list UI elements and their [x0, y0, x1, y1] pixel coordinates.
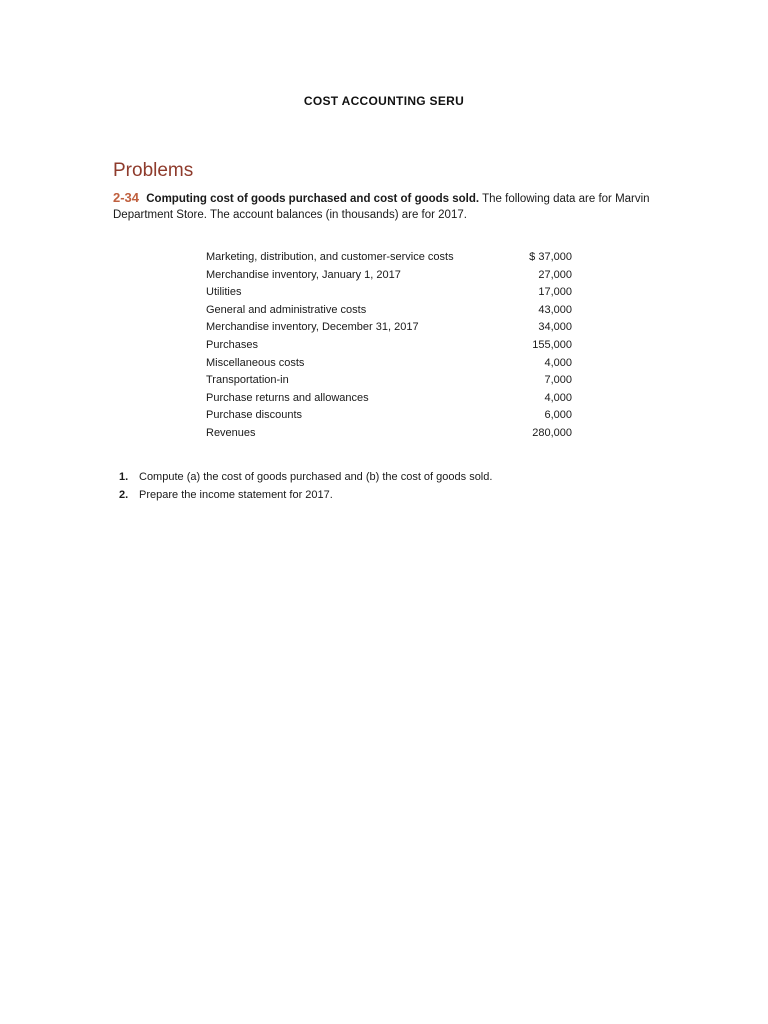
- balance-amount: 280,000: [532, 426, 572, 439]
- list-item: [119, 486, 492, 504]
- balance-label: General and administrative costs: [206, 303, 367, 316]
- balance-label: Marketing, distribution, and customer-service costs: [206, 251, 454, 263]
- table-row: [206, 390, 572, 408]
- table-row: [206, 425, 572, 443]
- balance-amount: 17,000: [538, 286, 572, 299]
- problem-title: Computing cost of goods purchased and cost of goods sold.: [146, 193, 480, 205]
- table-row: [206, 407, 572, 425]
- question-number: 1.: [119, 471, 129, 483]
- account-balances-table: [206, 249, 572, 443]
- document-title: COST ACCOUNTING SERU: [303, 94, 465, 108]
- table-row: [206, 284, 572, 302]
- table-row: [206, 249, 572, 267]
- section-heading: Problems: [113, 160, 194, 181]
- question-number: 2.: [119, 489, 129, 501]
- question-text: Compute (a) the cost of goods purchased and (b) the cost of goods sold.: [139, 471, 493, 483]
- balance-amount: $ 37,000: [529, 251, 572, 263]
- balance-label: Revenues: [206, 426, 256, 439]
- table-row: [206, 337, 572, 355]
- balance-label: Utilities: [206, 286, 242, 299]
- table-row: [206, 267, 572, 285]
- balance-label: Merchandise inventory, January 1, 2017: [206, 268, 401, 281]
- balance-label: Purchase discounts: [206, 409, 302, 422]
- balance-label: Transportation-in: [206, 374, 289, 387]
- balance-label: Purchase returns and allowances: [206, 391, 369, 404]
- balance-amount: 155,000: [532, 338, 572, 351]
- table-row: [206, 355, 572, 373]
- question-text: Prepare the income statement for 2017.: [139, 489, 333, 501]
- table-row: [206, 372, 572, 390]
- problem-number: 2-34: [113, 190, 140, 205]
- problem-intro: [113, 190, 673, 223]
- balance-amount: 6,000: [544, 409, 572, 422]
- balance-amount: 34,000: [538, 321, 572, 334]
- problem-intro-text: The following data are for Marvin Department Store. The account balances (in thousands) are for 2017.: [113, 193, 650, 221]
- balance-amount: 27,000: [538, 268, 572, 281]
- balance-label: Miscellaneous costs: [206, 356, 305, 369]
- balance-label: Merchandise inventory, December 31, 2017: [206, 321, 419, 334]
- question-list: [119, 468, 492, 504]
- table-row: [206, 302, 572, 320]
- balance-amount: 43,000: [538, 303, 572, 316]
- balance-amount: 7,000: [544, 374, 572, 387]
- balance-amount: 4,000: [544, 391, 572, 404]
- balance-label: Purchases: [206, 338, 258, 351]
- table-row: [206, 319, 572, 337]
- balance-amount: 4,000: [544, 356, 572, 369]
- list-item: [119, 468, 492, 486]
